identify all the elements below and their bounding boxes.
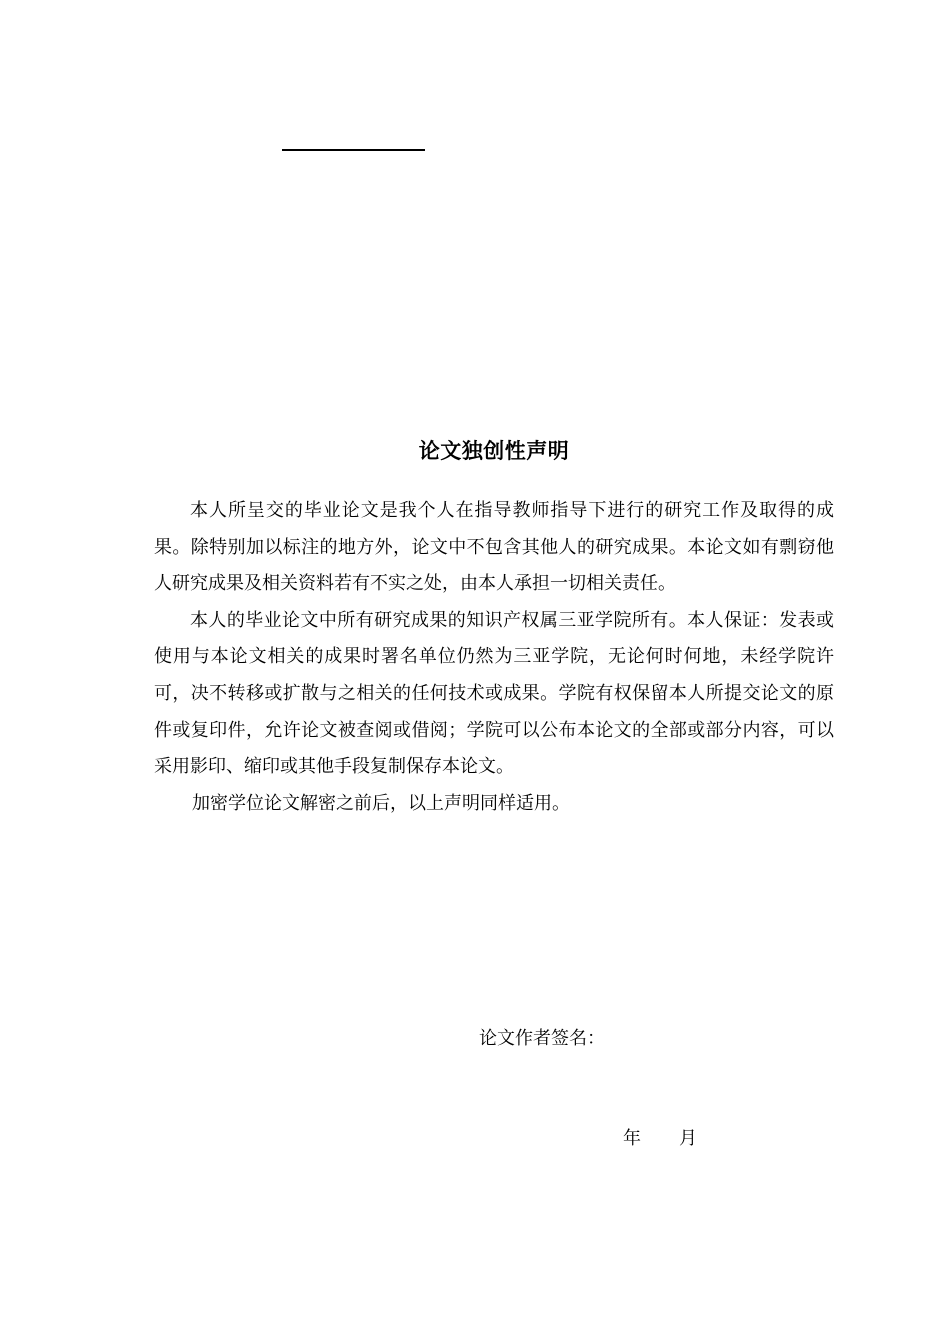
year-label: 年	[623, 1128, 641, 1149]
author-signature-label: 论文作者签名：	[479, 1028, 605, 1049]
declaration-body	[154, 493, 834, 822]
date-line	[623, 1124, 697, 1154]
top-underline-rule	[282, 149, 425, 151]
declaration-title: 论文独创性声明	[418, 439, 570, 463]
declaration-paragraph-2: 本人的毕业论文中所有研究成果的知识产权属三亚学院所有。本人保证：发表或使用与本论文相关的成果时署名单位仍然为三亚学院，无论何时何地，未经学院许可，决不转移或扩散与之相关的任何技术或成果。学院有权保留本人所提交论文的原件或复印件，允许论文被查阅或借阅；学院可以公布本论文的全部或部分内容，可以采用影印、缩印或其他手段复制保存本论文。	[154, 609, 834, 778]
month-label: 月	[679, 1128, 697, 1149]
declaration-paragraph-3: 加密学位论文解密之前后，以上声明同样适用。	[192, 792, 570, 814]
declaration-paragraph-1: 本人所呈交的毕业论文是我个人在指导教师指导下进行的研究工作及取得的成果。除特别加以标注的地方外，论文中不包含其他人的研究成果。本论文如有剽窃他人研究成果及相关资料若有不实之处，由本人承担一切相关责任。	[154, 500, 834, 595]
